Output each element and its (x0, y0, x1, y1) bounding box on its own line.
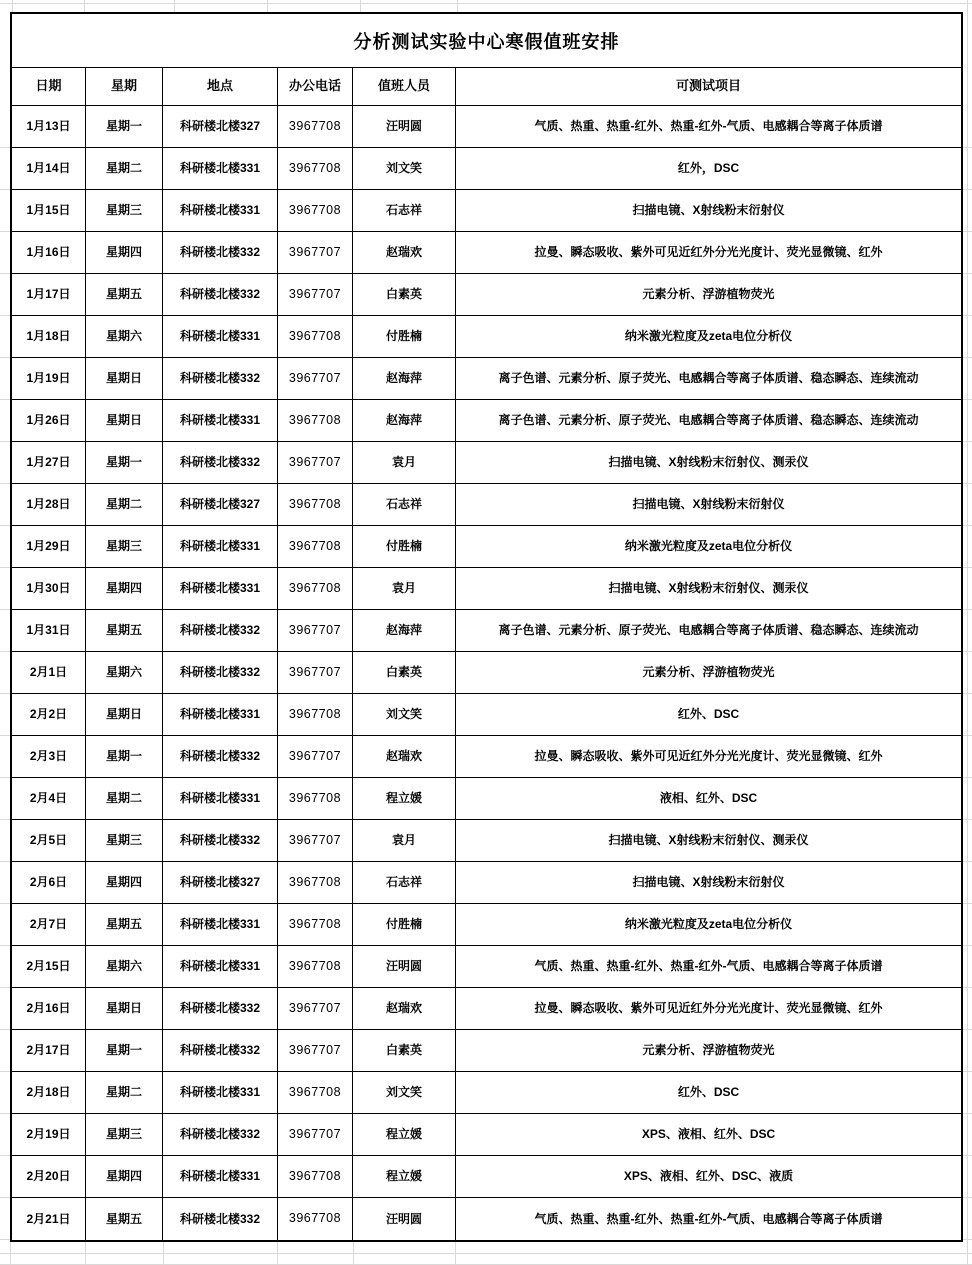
cell-person[interactable]: 汪明圆 (353, 106, 456, 147)
cell-items[interactable]: 扫描电镜、X射线粉末衍射仪、测汞仪 (608, 455, 809, 469)
cell-person[interactable]: 赵瑞欢 (353, 736, 456, 777)
cell-phone[interactable]: 3967708 (278, 904, 353, 945)
cell-location[interactable]: 科研楼北楼331 (163, 1156, 278, 1197)
cell-location[interactable]: 科研楼北楼332 (163, 1030, 278, 1071)
cell-location[interactable]: 科研楼北楼331 (163, 190, 278, 231)
cell-person[interactable]: 袁月 (353, 820, 456, 861)
cell-weekday[interactable]: 星期五 (86, 610, 163, 651)
cell-person[interactable]: 付胜楠 (353, 904, 456, 945)
cell-date[interactable]: 1月30日 (12, 568, 86, 609)
table-row (12, 274, 961, 316)
cell-person[interactable]: 白素英 (353, 1030, 456, 1071)
table-row (12, 652, 961, 694)
cell-weekday[interactable]: 星期二 (86, 778, 163, 819)
table-row (12, 694, 961, 736)
table-row (12, 1072, 961, 1114)
table-row (12, 484, 961, 526)
cell-person[interactable]: 石志祥 (353, 190, 456, 231)
cell-location[interactable]: 科研楼北楼331 (163, 526, 278, 567)
cell-location[interactable]: 科研楼北楼332 (163, 820, 278, 861)
cell-items[interactable]: 纳米激光粒度及zeta电位分析仪 (624, 917, 793, 931)
cell-phone[interactable]: 3967707 (278, 442, 353, 483)
cell-phone[interactable]: 3967708 (278, 694, 353, 735)
cell-items[interactable]: 液相、红外、DSC (659, 791, 758, 805)
gridline-right-stubs (963, 106, 972, 1240)
cell-weekday[interactable]: 星期日 (86, 358, 163, 399)
cell-location[interactable]: 科研楼北楼332 (163, 274, 278, 315)
cell-person[interactable]: 刘文笑 (353, 694, 456, 735)
cell-date[interactable]: 2月20日 (12, 1156, 86, 1197)
gridline-stub (10, 1242, 11, 1265)
cell-phone[interactable]: 3967707 (278, 652, 353, 693)
cell-weekday[interactable]: 星期四 (86, 1156, 163, 1197)
cell-person[interactable]: 石志祥 (353, 862, 456, 903)
cell-items[interactable]: 元素分析、浮游植物荧光 (642, 287, 775, 301)
header-cell-location[interactable]: 地点 (163, 68, 278, 105)
cell-date[interactable]: 1月31日 (12, 610, 86, 651)
table-row (12, 316, 961, 358)
cell-date[interactable]: 2月19日 (12, 1114, 86, 1155)
cell-date[interactable]: 1月14日 (12, 148, 86, 189)
cell-person[interactable]: 付胜楠 (353, 316, 456, 357)
cell-phone[interactable]: 3967707 (278, 1114, 353, 1155)
cell-weekday[interactable]: 星期四 (86, 862, 163, 903)
cell-date[interactable]: 2月7日 (12, 904, 86, 945)
cell-date[interactable]: 2月2日 (12, 694, 86, 735)
cell-location[interactable]: 科研楼北楼331 (163, 148, 278, 189)
cell-weekday[interactable]: 星期一 (86, 442, 163, 483)
cell-weekday[interactable]: 星期一 (86, 106, 163, 147)
cell-phone[interactable]: 3967707 (278, 1030, 353, 1071)
table-row (12, 190, 961, 232)
cell-person[interactable]: 袁月 (353, 442, 456, 483)
cell-weekday[interactable]: 星期一 (86, 736, 163, 777)
cell-phone[interactable]: 3967708 (278, 568, 353, 609)
table-header-row (12, 68, 961, 106)
cell-date[interactable]: 2月3日 (12, 736, 86, 777)
cell-location[interactable]: 科研楼北楼327 (163, 862, 278, 903)
cell-person[interactable]: 白素英 (353, 652, 456, 693)
cell-weekday[interactable]: 星期三 (86, 1114, 163, 1155)
cell-location[interactable]: 科研楼北楼331 (163, 904, 278, 945)
cell-person[interactable]: 袁月 (353, 568, 456, 609)
cell-date[interactable]: 1月15日 (12, 190, 86, 231)
cell-date[interactable]: 1月18日 (12, 316, 86, 357)
cell-items[interactable]: 元素分析、浮游植物荧光 (642, 665, 775, 679)
gridline-stub (455, 1242, 456, 1265)
cell-items[interactable]: 气质、热重、热重-红外、热重-红外-气质、电感耦合等离子体质谱 (534, 959, 883, 973)
cell-location[interactable]: 科研楼北楼332 (163, 652, 278, 693)
cell-weekday[interactable]: 星期五 (86, 904, 163, 945)
header-cell-weekday[interactable]: 星期 (86, 68, 163, 105)
cell-phone[interactable]: 3967708 (278, 1198, 353, 1240)
cell-date[interactable]: 1月28日 (12, 484, 86, 525)
cell-date[interactable]: 2月17日 (12, 1030, 86, 1071)
cell-date[interactable]: 2月16日 (12, 988, 86, 1029)
cell-items[interactable]: XPS、液相、红外、DSC (641, 1127, 776, 1141)
cell-location[interactable]: 科研楼北楼332 (163, 988, 278, 1029)
cell-items[interactable]: XPS、液相、红外、DSC、液质 (623, 1169, 794, 1183)
cell-weekday[interactable]: 星期六 (86, 946, 163, 987)
duty-schedule-table (10, 12, 963, 1242)
cell-weekday[interactable]: 星期五 (86, 274, 163, 315)
cell-items[interactable]: 离子色谱、元素分析、原子荧光、电感耦合等离子体质谱、稳态瞬态、连续流动 (498, 413, 919, 427)
cell-location[interactable]: 科研楼北楼332 (163, 1114, 278, 1155)
cell-items[interactable]: 红外、DSC (677, 707, 740, 721)
cell-phone[interactable]: 3967707 (278, 820, 353, 861)
cell-items[interactable]: 扫描电镜、X射线粉末衍射仪、测汞仪 (608, 581, 809, 595)
cell-weekday[interactable]: 星期二 (86, 1072, 163, 1113)
cell-person[interactable]: 石志祥 (353, 484, 456, 525)
cell-location[interactable]: 科研楼北楼327 (163, 106, 278, 147)
cell-phone[interactable]: 3967708 (278, 778, 353, 819)
cell-date[interactable]: 1月26日 (12, 400, 86, 441)
cell-person[interactable]: 刘文笑 (353, 1072, 456, 1113)
cell-weekday[interactable]: 星期二 (86, 484, 163, 525)
cell-items[interactable]: 拉曼、瞬态吸收、紫外可见近红外分光光度计、荧光显微镜、红外 (534, 749, 883, 763)
cell-location[interactable]: 科研楼北楼331 (163, 694, 278, 735)
cell-date[interactable]: 1月17日 (12, 274, 86, 315)
cell-items[interactable]: 气质、热重、热重-红外、热重-红外-气质、电感耦合等离子体质谱 (534, 119, 883, 133)
table-row (12, 988, 961, 1030)
cell-phone[interactable]: 3967707 (278, 358, 353, 399)
table-row (12, 736, 961, 778)
cell-location[interactable]: 科研楼北楼331 (163, 400, 278, 441)
cell-location[interactable]: 科研楼北楼331 (163, 778, 278, 819)
cell-date[interactable]: 2月1日 (12, 652, 86, 693)
cell-weekday[interactable]: 星期四 (86, 232, 163, 273)
cell-date[interactable]: 2月4日 (12, 778, 86, 819)
cell-date[interactable]: 1月29日 (12, 526, 86, 567)
cell-weekday[interactable]: 星期六 (86, 316, 163, 357)
page-title[interactable]: 分析测试实验中心寒假值班安排 (353, 31, 620, 52)
table-row (12, 106, 961, 148)
gridline-stub (360, 0, 361, 12)
cell-location[interactable]: 科研楼北楼332 (163, 610, 278, 651)
cell-phone[interactable]: 3967708 (278, 190, 353, 231)
cell-items[interactable]: 扫描电镜、X射线粉末衍射仪 (632, 497, 785, 511)
cell-weekday[interactable]: 星期三 (86, 190, 163, 231)
table-row (12, 778, 961, 820)
table-row (12, 148, 961, 190)
cell-phone[interactable]: 3967708 (278, 316, 353, 357)
cell-person[interactable]: 付胜楠 (353, 526, 456, 567)
gridline-stub (457, 0, 458, 12)
cell-items[interactable]: 扫描电镜、X射线粉末衍射仪 (632, 203, 785, 217)
cell-weekday[interactable]: 星期五 (86, 1198, 163, 1240)
cell-location[interactable]: 科研楼北楼331 (163, 568, 278, 609)
cell-phone[interactable]: 3967707 (278, 274, 353, 315)
cell-items[interactable]: 气质、热重、热重-红外、热重-红外-气质、电感耦合等离子体质谱 (534, 1211, 883, 1226)
cell-date[interactable]: 1月27日 (12, 442, 86, 483)
table-row (12, 1114, 961, 1156)
table-row (12, 1030, 961, 1072)
gridline-bottom-1 (0, 1253, 972, 1254)
table-row (12, 1198, 961, 1240)
table-row (12, 526, 961, 568)
cell-person[interactable]: 赵海萍 (353, 400, 456, 441)
cell-phone[interactable]: 3967707 (278, 232, 353, 273)
cell-date[interactable]: 1月13日 (12, 106, 86, 147)
cell-items[interactable]: 红外、DSC (677, 1085, 740, 1099)
cell-weekday[interactable]: 星期三 (86, 820, 163, 861)
cell-items[interactable]: 纳米激光粒度及zeta电位分析仪 (624, 539, 793, 553)
cell-phone[interactable]: 3967707 (278, 610, 353, 651)
gridline-top (0, 3, 972, 4)
cell-location[interactable]: 科研楼北楼332 (163, 232, 278, 273)
cell-date[interactable]: 2月21日 (12, 1198, 86, 1240)
table-row (12, 568, 961, 610)
cell-weekday[interactable]: 星期日 (86, 694, 163, 735)
gridline-stub (174, 0, 175, 12)
cell-items[interactable]: 元素分析、浮游植物荧光 (642, 1043, 775, 1057)
cell-date[interactable]: 1月19日 (12, 358, 86, 399)
cell-weekday[interactable]: 星期四 (86, 568, 163, 609)
gridline-stub (267, 0, 268, 12)
cell-date[interactable]: 2月5日 (12, 820, 86, 861)
header-cell-person[interactable]: 值班人员 (353, 68, 456, 105)
cell-items[interactable]: 离子色谱、元素分析、原子荧光、电感耦合等离子体质谱、稳态瞬态、连续流动 (498, 371, 919, 385)
cell-phone[interactable]: 3967708 (278, 862, 353, 903)
cell-phone[interactable]: 3967708 (278, 1072, 353, 1113)
header-cell-date[interactable]: 日期 (12, 68, 86, 105)
cell-phone[interactable]: 3967707 (278, 736, 353, 777)
cell-person[interactable]: 赵海萍 (353, 358, 456, 399)
table-row (12, 232, 961, 274)
cell-date[interactable]: 2月18日 (12, 1072, 86, 1113)
header-cell-phone[interactable]: 办公电话 (278, 68, 353, 105)
cell-date[interactable]: 1月16日 (12, 232, 86, 273)
cell-phone[interactable]: 3967708 (278, 1156, 353, 1197)
table-row (12, 610, 961, 652)
cell-location[interactable]: 科研楼北楼331 (163, 946, 278, 987)
cell-phone[interactable]: 3967708 (278, 106, 353, 147)
cell-location[interactable]: 科研楼北楼332 (163, 358, 278, 399)
cell-person[interactable]: 汪明圆 (353, 946, 456, 987)
cell-phone[interactable]: 3967708 (278, 484, 353, 525)
cell-items[interactable]: 拉曼、瞬态吸收、紫外可见近红外分光光度计、荧光显微镜、红外 (534, 245, 883, 259)
cell-date[interactable]: 2月15日 (12, 946, 86, 987)
cell-items[interactable]: 红外，DSC (677, 161, 740, 175)
cell-date[interactable]: 2月6日 (12, 862, 86, 903)
cell-person[interactable]: 程立媛 (353, 1156, 456, 1197)
table-row (12, 400, 961, 442)
cell-phone[interactable]: 3967708 (278, 946, 353, 987)
cell-location[interactable]: 科研楼北楼332 (163, 736, 278, 777)
cell-person[interactable]: 白素英 (353, 274, 456, 315)
gridline-stub (12, 0, 13, 12)
table-title-row (12, 14, 961, 68)
cell-weekday[interactable]: 星期三 (86, 526, 163, 567)
cell-weekday[interactable]: 星期一 (86, 1030, 163, 1071)
cell-phone[interactable]: 3967708 (278, 400, 353, 441)
cell-person[interactable]: 刘文笑 (353, 148, 456, 189)
cell-items[interactable]: 扫描电镜、X射线粉末衍射仪、测汞仪 (608, 833, 809, 847)
gridline-stub (85, 1242, 86, 1265)
cell-phone[interactable]: 3967708 (278, 148, 353, 189)
table-row (12, 946, 961, 988)
cell-phone[interactable]: 3967708 (278, 526, 353, 567)
cell-items[interactable]: 拉曼、瞬态吸收、紫外可见近红外分光光度计、荧光显微镜、红外 (534, 1001, 883, 1015)
table-row (12, 442, 961, 484)
cell-location[interactable]: 科研楼北楼332 (163, 442, 278, 483)
cell-person[interactable]: 赵海萍 (353, 610, 456, 651)
cell-location[interactable]: 科研楼北楼331 (163, 1072, 278, 1113)
gridline-stub (84, 0, 85, 12)
cell-person[interactable]: 程立媛 (353, 1114, 456, 1155)
cell-items[interactable]: 扫描电镜、X射线粉末衍射仪 (632, 875, 785, 889)
table-row (12, 904, 961, 946)
gridline-stub (163, 1242, 164, 1265)
gridline-stub (353, 1242, 354, 1265)
cell-weekday[interactable]: 星期日 (86, 988, 163, 1029)
cell-location[interactable]: 科研楼北楼331 (163, 316, 278, 357)
gridline-left-stubs (0, 106, 10, 1240)
header-cell-items[interactable]: 可测试项目 (675, 78, 741, 94)
cell-items[interactable]: 纳米激光粒度及zeta电位分析仪 (624, 329, 793, 343)
table-row (12, 820, 961, 862)
cell-person[interactable]: 汪明圆 (353, 1198, 456, 1240)
cell-phone[interactable]: 3967707 (278, 988, 353, 1029)
cell-items[interactable]: 离子色谱、元素分析、原子荧光、电感耦合等离子体质谱、稳态瞬态、连续流动 (498, 623, 919, 637)
cell-weekday[interactable]: 星期六 (86, 652, 163, 693)
table-row (12, 1156, 961, 1198)
cell-person[interactable]: 程立媛 (353, 778, 456, 819)
cell-location[interactable]: 科研楼北楼332 (163, 1198, 278, 1240)
cell-person[interactable]: 赵瑞欢 (353, 232, 456, 273)
cell-location[interactable]: 科研楼北楼327 (163, 484, 278, 525)
cell-person[interactable]: 赵瑞欢 (353, 988, 456, 1029)
table-row (12, 862, 961, 904)
cell-weekday[interactable]: 星期二 (86, 148, 163, 189)
table-row (12, 358, 961, 400)
gridline-stub (277, 1242, 278, 1265)
cell-weekday[interactable]: 星期日 (86, 400, 163, 441)
